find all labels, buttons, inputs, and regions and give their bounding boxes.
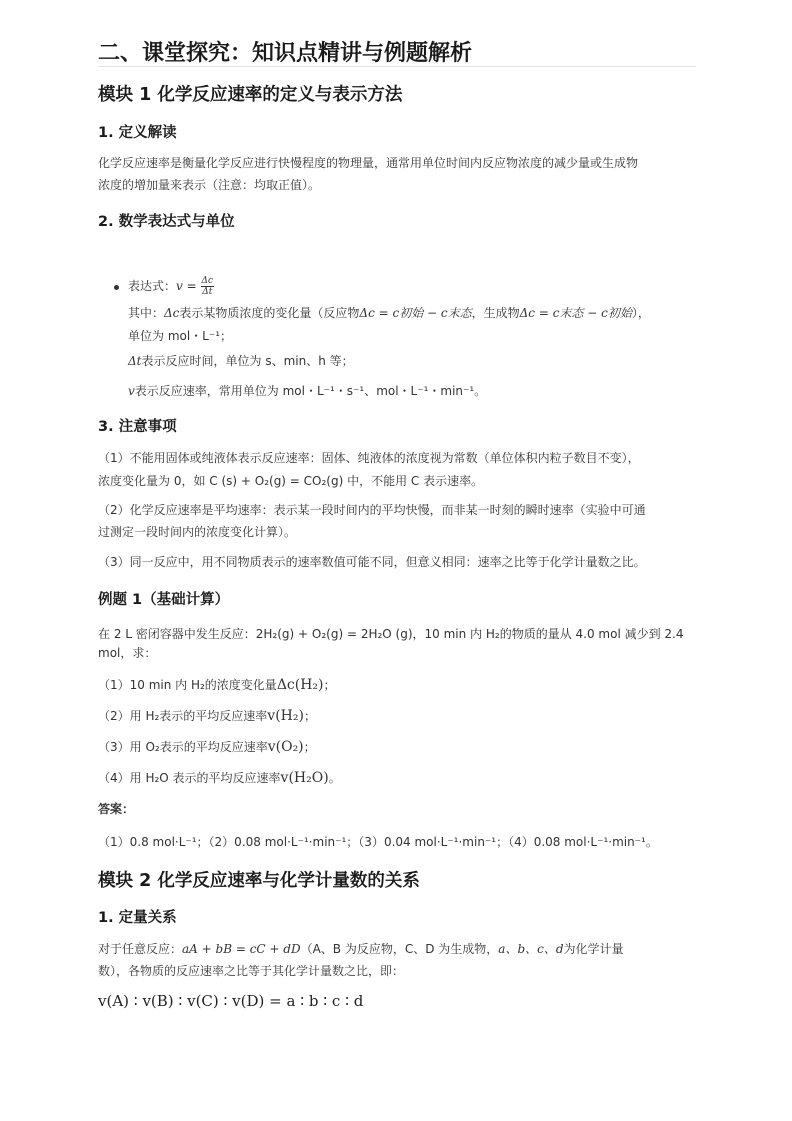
title-divider <box>98 66 696 67</box>
math-segment: v(O₂) <box>267 739 304 755</box>
math-segment: Δc = c初始 − c末态 <box>359 306 472 320</box>
definition-line-2: 浓度的增加量来表示（注意：均取正值）。 <box>98 178 321 192</box>
math-segment: Δc(H₂) <box>276 677 324 693</box>
text-segment: （1）10 min 内 H₂的浓度变化量 <box>98 678 277 692</box>
math-segment: v <box>128 384 135 398</box>
text-segment: ； <box>323 678 336 692</box>
math-segment: Δc <box>164 306 180 320</box>
example-heading: 例题 1（基础计算） <box>98 592 230 608</box>
text-segment: （3）用 O₂表示的平均反应速率 <box>98 740 268 754</box>
text-segment: 表示反应时间，单位为 s、min、h 等； <box>141 354 354 368</box>
time-line <box>128 350 354 372</box>
example-question-line-1: 在 2 L 密闭容器中发生反应：2H₂(g) + O₂(g) = 2H₂O (g)，10 min 内 H₂的物质的量从 4.0 mol 减少到 2.4 <box>98 627 684 641</box>
sub-question-2 <box>98 705 316 727</box>
expression-line <box>128 275 214 297</box>
definition-line-1: 化学反应速率是衡量化学反应进行快慢程度的物理量，通常用单位时间内反应物浓度的减少量或生成物 <box>98 156 639 170</box>
note-2-line-1: （2）化学反应速率是平均速率：表示某一段时间内的平均快慢，而非某一时刻的瞬时速率（实验中可通 <box>98 503 646 517</box>
math-segment: v(H₂) <box>267 708 304 724</box>
sub-question-4 <box>98 767 341 789</box>
ratio-formula: v(A) ∶ v(B) ∶ v(C) ∶ v(D) = a ∶ b ∶ c ∶ d <box>98 992 364 1010</box>
note-2-line-2: 过测定一段时间内的浓度变化计算）。 <box>98 525 297 539</box>
text-segment: 表示反应速率，常用单位为 mol・L⁻¹・s⁻¹、mol・L⁻¹・min⁻¹。 <box>134 384 487 398</box>
answer-label: 答案： <box>98 802 135 816</box>
note-3: （3）同一反应中，用不同物质表示的速率数值可能不同，但意义相同：速率之比等于化学计量数之比。 <box>98 555 646 569</box>
text-segment: 表示某物质浓度的变化量（反应物 <box>179 306 360 320</box>
sub-question-3 <box>98 736 316 758</box>
math-segment: Δt <box>128 354 142 368</box>
note-1-line-1: （1）不能用固体或纯液体表示反应速率：固体、纯液体的浓度视为常数（单位体积内粒子数目不变）， <box>98 451 640 465</box>
fraction-denominator: Δt <box>202 287 213 297</box>
text-segment: 。 <box>328 771 341 785</box>
concentration-change-line <box>128 302 650 324</box>
math-segment: Δc = c末态 − c初始 <box>519 306 632 320</box>
text-segment: 为化学计量 <box>563 942 624 956</box>
module2-heading: 模块 2 化学反应速率与化学计量数的关系 <box>98 871 420 891</box>
section-quant-heading: 1. 定量关系 <box>98 910 177 926</box>
section-notes-heading: 3. 注意事项 <box>98 419 177 435</box>
text-segment: 其中： <box>128 306 165 320</box>
expression-label: 表达式： <box>128 279 177 293</box>
concentration-unit-line: 单位为 mol・L⁻¹； <box>128 329 233 343</box>
section-definition-heading: 1. 定义解读 <box>98 125 177 141</box>
text-segment: 对于任意反应： <box>98 942 183 956</box>
example-question-line-2: mol，求： <box>98 646 157 660</box>
text-segment: （2）用 H₂表示的平均反应速率 <box>98 709 268 723</box>
expression-lhs: v = <box>176 279 197 293</box>
fraction-numerator: Δc <box>201 276 214 286</box>
bullet-dot <box>114 285 119 290</box>
rate-unit-line <box>128 380 486 402</box>
page-title: 二、课堂探究：知识点精讲与例题解析 <box>98 41 473 66</box>
math-segment: v(H₂O) <box>280 770 329 786</box>
note-1-line-2: 浓度变化量为 0，如 C (s) + O₂(g) = CO₂(g) 中，不能用 C 表示速率。 <box>98 474 484 488</box>
math-segment: aA + bB = cC + dD <box>182 942 301 956</box>
text-segment: （A、B 为反应物，C、D 为生成物， <box>300 942 499 956</box>
module1-heading: 模块 1 化学反应速率的定义与表示方法 <box>98 85 403 105</box>
quant-line-2: 数），各物质的反应速率之比等于其化学计量数之比，即： <box>98 964 405 978</box>
section-expression-heading: 2. 数学表达式与单位 <box>98 214 235 230</box>
answer-text: （1）0.8 mol·L⁻¹；（2）0.08 mol·L⁻¹·min⁻¹；（3）0.04 mol·L⁻¹·min⁻¹；（4）0.08 mol·L⁻¹·min⁻¹。 <box>98 835 658 849</box>
text-segment: ，生成物 <box>471 306 520 320</box>
math-segment: a、b、c、d <box>498 942 564 956</box>
sub-question-1 <box>98 674 336 696</box>
text-segment: ； <box>303 709 316 723</box>
quant-line-1 <box>98 938 624 960</box>
rate-fraction <box>201 276 215 297</box>
text-segment: （4）用 H₂O 表示的平均反应速率 <box>98 771 281 785</box>
text-segment: ）， <box>631 306 650 320</box>
text-segment: ； <box>303 740 316 754</box>
